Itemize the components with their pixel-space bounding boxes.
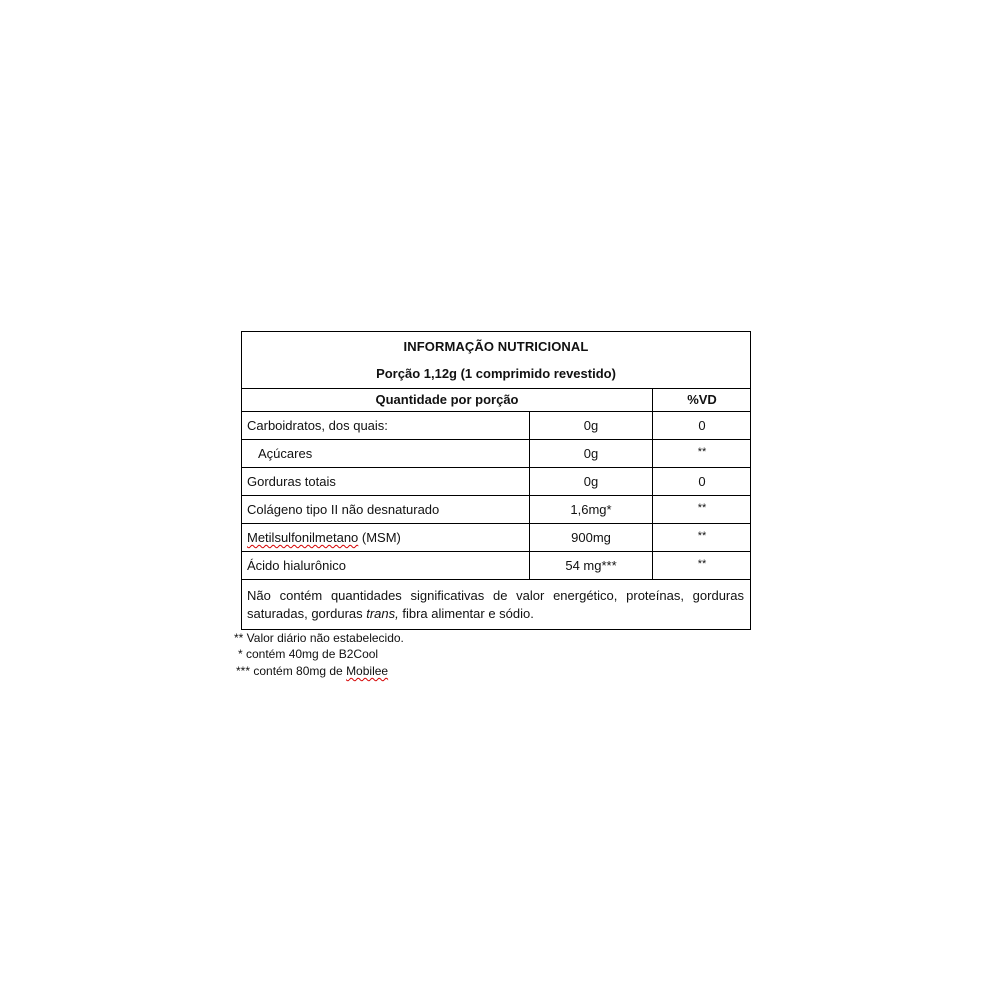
panel-note [247,587,744,623]
row-qty-acucares: 0g [583,446,599,461]
note-text-emphasis: trans, [366,606,399,621]
portion-size: Porção 1,12g (1 comprimido revestido) [376,366,616,381]
rule-row-1 [242,439,750,440]
rule-row-4 [242,523,750,524]
footnote-mobilee [236,664,388,678]
row-vd-carboidratos: 0 [698,418,706,433]
row-vd-acucares: ** [697,446,707,458]
header-quantity: Quantidade por porção [375,392,519,407]
row-name-acido: Ácido hialurônico [247,558,347,573]
row-vd-gorduras: 0 [698,474,706,489]
row-name-carboidratos: Carboidratos, dos quais: [247,418,388,433]
row-name-acucares: Açúcares [258,446,313,461]
rule-portion [242,388,750,389]
row-qty-gorduras: 0g [583,474,599,489]
rule-header [242,411,750,412]
rule-row-3 [242,495,750,496]
footnote-mobilee-prefix: *** contém 80mg de [236,664,347,678]
footnote-mobilee-name: Mobilee [346,664,389,678]
footnote-vd: ** Valor diário não estabelecido. [234,631,404,645]
row-name-msm [247,530,401,545]
row-vd-msm: ** [697,530,707,542]
row-qty-carboidratos: 0g [583,418,599,433]
row-name-msm-suffix: (MSM) [358,530,401,545]
row-name-gorduras: Gorduras totais [247,474,336,489]
divider-qty-column [529,411,530,579]
rule-row-2 [242,467,750,468]
header-vd: %VD [687,392,717,407]
row-qty-colageno: 1,6mg* [570,502,612,517]
footnote-b2cool: * contém 40mg de B2Cool [238,647,379,661]
panel-title: INFORMAÇÃO NUTRICIONAL [403,339,589,354]
row-qty-msm: 900mg [571,530,611,545]
note-text-start: Não contém quantidades significativas de valor energético, proteínas, gorduras saturadas, gorduras [247,588,744,621]
row-vd-colageno: ** [697,502,707,514]
row-name-msm-main: Metilsulfonilmetano [247,530,359,545]
rule-row-5 [242,551,750,552]
rule-row-6 [242,579,750,580]
row-vd-acido: ** [697,558,707,570]
row-qty-acido: 54 mg*** [565,558,617,573]
row-name-colageno: Colágeno tipo II não desnaturado [247,502,440,517]
note-text-end: fibra alimentar e sódio. [398,606,534,621]
nutrition-facts-panel [241,331,751,630]
